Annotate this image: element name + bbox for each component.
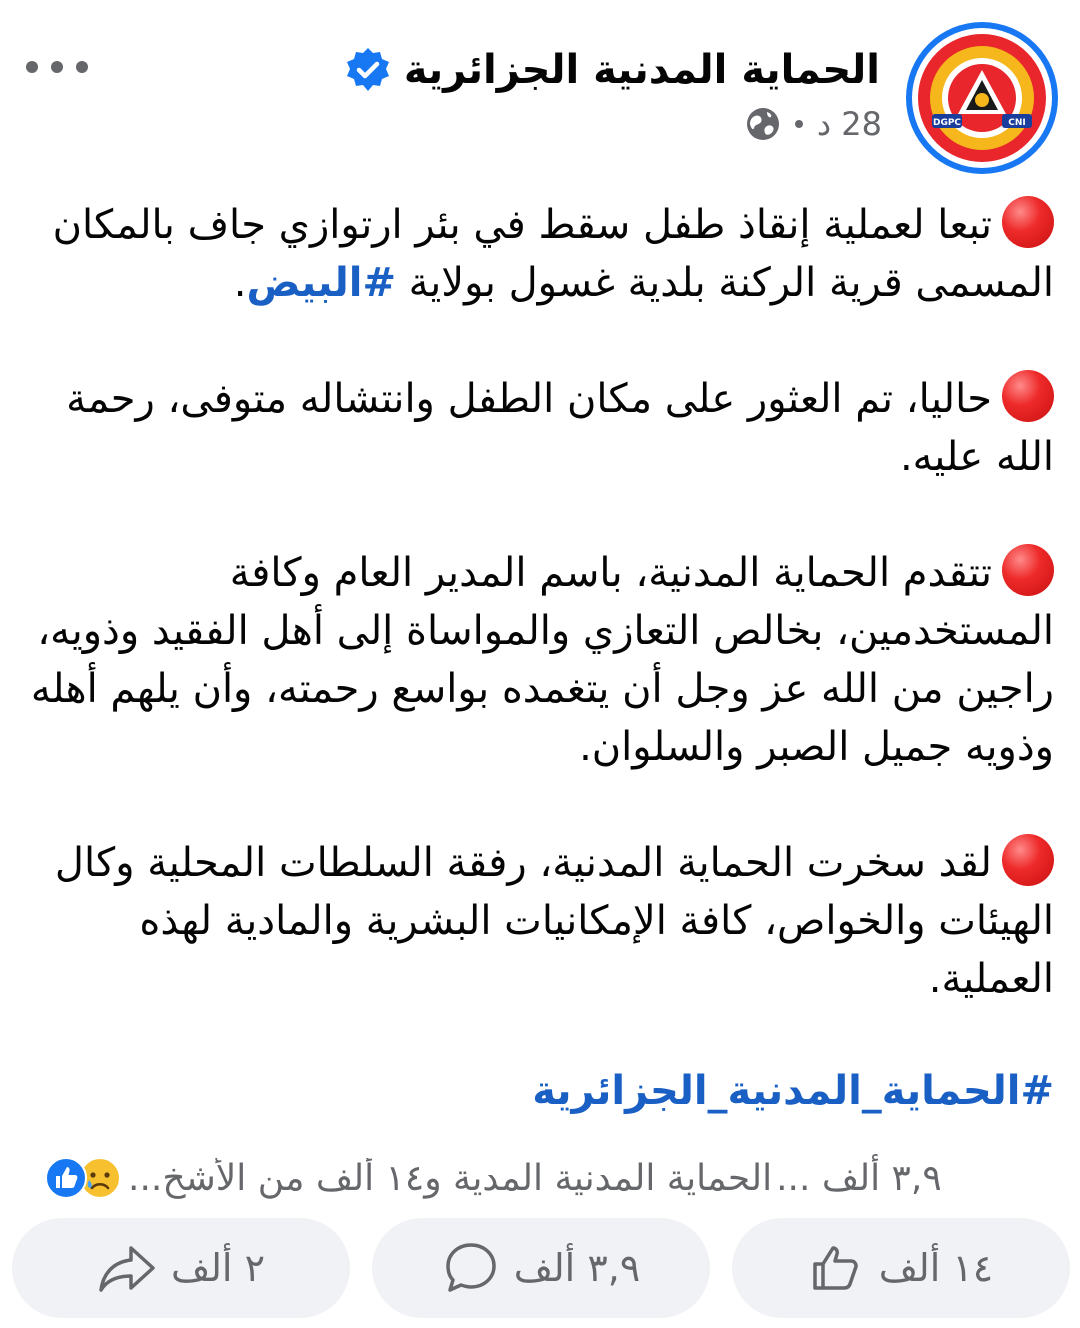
comment-bubble-icon [442, 1239, 500, 1297]
more-dot-icon [51, 61, 63, 73]
post-paragraph-3 [30, 544, 1054, 776]
red-circle-emoji-icon [1002, 544, 1054, 596]
like-count: ١٤ ألف [878, 1246, 994, 1290]
reaction-icons [44, 1156, 124, 1200]
avatar-left-badge: DGPC [932, 118, 962, 128]
post-paragraph-2 [30, 370, 1054, 486]
red-circle-emoji-icon [1002, 370, 1054, 422]
reactions-summary[interactable] [44, 1148, 1056, 1208]
post-actions [0, 1216, 1080, 1320]
post-header [0, 0, 1080, 180]
like-button[interactable] [732, 1218, 1070, 1318]
post-meta [745, 102, 882, 146]
more-dot-icon [76, 61, 88, 73]
civil-protection-logo-icon [906, 22, 1058, 174]
post-paragraph-1 [30, 196, 1054, 312]
share-button[interactable] [12, 1218, 350, 1318]
verified-badge-icon [344, 46, 392, 94]
red-circle-emoji-icon [1002, 196, 1054, 248]
page-name[interactable]: الحماية المدنية الجزائرية [403, 47, 880, 93]
reactions-summary-text: الحماية المدنية المدية و١٤ ألف من الأشخ... [128, 1157, 773, 1199]
paragraph-3-text: تتقدم الحماية المدنية، باسم المدير العام وكافة المستخدمين، بخالص التعازي والمواساة إلى أهل الفقيد وذويه، راجين من الله عز وجل أن يتغمده بواسع رحمته، وأن يلهم أهله وذويه جميل الصبر والسلوان. [30, 550, 1054, 770]
paragraph-1-end: . [233, 260, 247, 306]
hashtag-link-albayadh[interactable]: #البيض [246, 260, 396, 306]
like-reaction-icon [44, 1156, 88, 1200]
comment-button[interactable] [372, 1218, 710, 1318]
avatar-right-badge: CNI [1008, 118, 1026, 128]
red-circle-emoji-icon [1002, 834, 1054, 886]
page-name-row [344, 40, 880, 100]
paragraph-2-text: حاليا، تم العثور على مكان الطفل وانتشاله متوفى، رحمة الله عليه. [66, 376, 1054, 480]
comment-count: ٣,٩ ألف [513, 1246, 641, 1290]
post-time[interactable]: 28 د [816, 105, 882, 143]
share-count: ٢ ألف [171, 1246, 265, 1290]
reactions-count-text: ٣,٩ ألف ... [776, 1157, 942, 1199]
thumbs-up-icon [809, 1240, 865, 1296]
hashtag-link-civil-protection[interactable]: #الحماية_المدنية_الجزائرية [532, 1068, 1054, 1114]
more-dot-icon [26, 61, 38, 73]
paragraph-1-text: تبعا لعملية إنقاذ طفل سقط في بئر ارتوازي جاف بالمكان المسمى قرية الركنة بلدية غسول بولاية [52, 202, 1054, 306]
share-arrow-icon [97, 1240, 157, 1296]
post-body [30, 196, 1054, 1178]
post-paragraph-4 [30, 834, 1054, 1008]
meta-separator-dot [795, 120, 803, 128]
globe-icon[interactable] [745, 106, 781, 142]
more-options-button[interactable] [26, 52, 88, 82]
page-avatar[interactable] [906, 22, 1058, 174]
paragraph-4-text: لقد سخرت الحماية المدنية، رفقة السلطات المحلية وكال الهيئات والخواص، كافة الإمكانيات البشرية والمادية لهذه العملية. [54, 840, 1054, 1002]
